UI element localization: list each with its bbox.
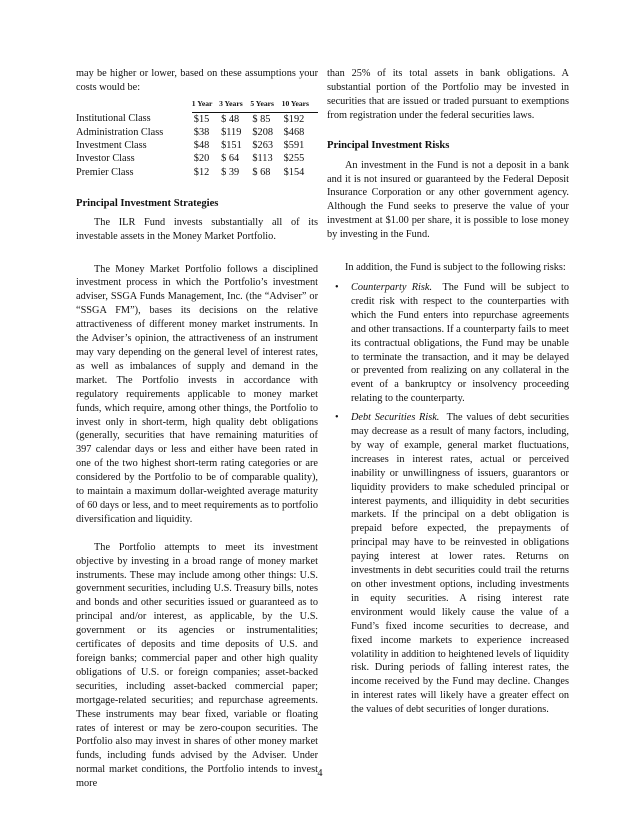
column-header: 10 Years xyxy=(282,97,318,112)
cost-value: $192 xyxy=(283,113,305,125)
strategies-paragraph-2: The Money Market Portfolio follows a disciplined investment process in which the Portfolio’s investment adviser, SSGA Funds Management, Inc. (the “Adviser” or “SSGA FM”), bases its decisions on the relative attractiveness of different money market instruments. In the Adviser’s opinion, the attractiveness of an instrument may vary depending on the general level of interest rates, as well as imbalances of supply and demand in the market. The Portfolio invests in accordance with regulatory requirements applicable to money market funds, which require, among other things, the Portfolio to invest only in short-term, high quality debt obligations (generally, securities that have remaining maturities of 397 calendar days or less and either have been rated in one of the two highest short-term rating categories or are considered by the Portfolio to be of comparable quality), to maintain a maximum dollar-weighted average maturity of 60 days or less, and to meet requirements as to portfolio diversification and liquidity. xyxy=(76,263,318,525)
cost-value: $ 68 xyxy=(252,166,271,178)
page-number: 4 xyxy=(317,768,323,779)
column-header: 3 Years xyxy=(219,97,250,112)
risk-term: Counterparty Risk. xyxy=(351,281,433,293)
cost-value: $48 xyxy=(193,140,210,152)
class-name: Institutional Class xyxy=(76,113,151,125)
cost-value: $113 xyxy=(252,153,273,165)
cost-value: $263 xyxy=(252,140,273,152)
cost-value: $38 xyxy=(193,126,210,138)
class-name: Premier Class xyxy=(76,166,134,178)
cost-value: $208 xyxy=(252,126,273,138)
list-item xyxy=(327,281,569,406)
strategies-paragraph-3: The Portfolio attempts to meet its investment objective by investing in a broad range of money market instruments. These may include among other things: U.S. government securities, including U.S. Treasury bills, notes and bonds and other securities issued or guaranteed as to principal and/or interest, as applicable, by the U.S. government or its agencies or instrumentalities; certificates of deposits and time deposits of U.S. and foreign banks; commercial paper and other high quality obligations of U.S. or foreign companies; asset-backed securities, including asset-backed commercial paper; mortgage-related securities; and repurchase agreements. These instruments may bear fixed, variable or floating rates of interest or may be zero-coupon securities. The Portfolio also may invest in shares of other money market funds, including funds advised by the Adviser. Under normal market conditions, the Portfolio intends to invest more xyxy=(76,541,318,790)
class-name: Administration Class xyxy=(76,126,164,138)
cost-value: $ 39 xyxy=(221,166,240,178)
continuation-paragraph: than 25% of its total assets in bank obligations. A substantial portion of the Portfolio may be invested in securities that are issued or traded pursuant to exemptions from registration under the federal securities laws. xyxy=(327,68,569,121)
strategies-paragraph-1: The ILR Fund invests substantially all of its investable assets in the Money Market Portfolio. xyxy=(76,216,318,242)
column-header: 1 Year xyxy=(192,97,219,112)
cost-value: $ 48 xyxy=(221,113,240,125)
cost-value: $591 xyxy=(283,140,305,152)
cost-value: $20 xyxy=(193,153,210,165)
risks-paragraph-2: In addition, the Fund is subject to the following risks: xyxy=(345,262,566,274)
cost-value: $154 xyxy=(283,166,305,178)
cost-value: $255 xyxy=(283,153,305,165)
risk-text: The values of debt securities may decrease as a result of many factors, including, by way of example, general market fluctuations, increases in interest rates, actual or perceived inability or unwillingness of issuers, guarantors or liquidity providers to make scheduled principal or interest payments, and illiquidity in debt securities markets. If the principal on a debt obligation is prepaid before expected, the prepayments of principal may have to be reinvested in obligations paying interest at lower rates. Returns on investments in debt securities could trail the returns on other investment options, including investments in equity securities. A rising interest rate environment would likely cause the value of a Fund’s fixed income securities to decrease, and fixed income markets to experience increased volatility in addition to heightened levels of liquidity risk. During periods of falling interest rates, the income received by the Fund may decline. Changes in interest rates will likely have a greater effect on the values of debt securities of longer durations. xyxy=(351,412,569,716)
right-column xyxy=(327,67,569,717)
risks-heading: Principal Investment Risks xyxy=(327,139,450,151)
table-header-row xyxy=(76,97,318,112)
table-row xyxy=(76,166,318,179)
risk-term: Debt Securities Risk. xyxy=(351,412,440,424)
risk-list xyxy=(327,281,569,717)
cost-value: $12 xyxy=(193,166,210,178)
risk-text: The Fund will be subject to credit risk with respect to the counterparties with which the Fund enters into repurchase agreements and other transactions. If a counterparty fails to meet its contractual obligations, the Fund may be unable to terminate the transaction, and it may be delayed or prevented from realizing on any collateral in the event of a bankruptcy or insolvency proceeding relating to the counterparty. xyxy=(351,281,569,405)
class-name: Investor Class xyxy=(76,153,135,165)
table-row xyxy=(76,139,318,152)
risks-paragraph-1: An investment in the Fund is not a deposit in a bank and it is not insured or guaranteed by the Federal Deposit Insurance Corporation or any other government agency. Although the Fund seeks to preserve the value of your investment at $1.00 per share, it is possible to lose money by investing in the Fund. xyxy=(327,159,569,241)
cost-value: $119 xyxy=(221,126,242,138)
cost-value: $ 85 xyxy=(252,113,271,125)
bullet-icon: • xyxy=(335,412,339,424)
table-row xyxy=(76,152,318,165)
cost-value: $468 xyxy=(283,126,305,138)
expense-example-table xyxy=(76,97,318,179)
cost-value: $15 xyxy=(193,113,210,125)
cost-value: $151 xyxy=(221,140,242,152)
cost-value: $ 64 xyxy=(221,153,240,165)
list-item xyxy=(327,411,569,717)
bullet-icon: • xyxy=(335,281,339,293)
class-name: Investment Class xyxy=(76,140,147,152)
cost-intro: may be higher or lower, based on these assumptions your costs would be: xyxy=(76,68,318,93)
column-header: 5 Years xyxy=(250,97,281,112)
table-row xyxy=(76,126,318,139)
table-row xyxy=(76,112,318,126)
left-column xyxy=(76,67,318,791)
strategies-heading: Principal Investment Strategies xyxy=(76,197,219,209)
